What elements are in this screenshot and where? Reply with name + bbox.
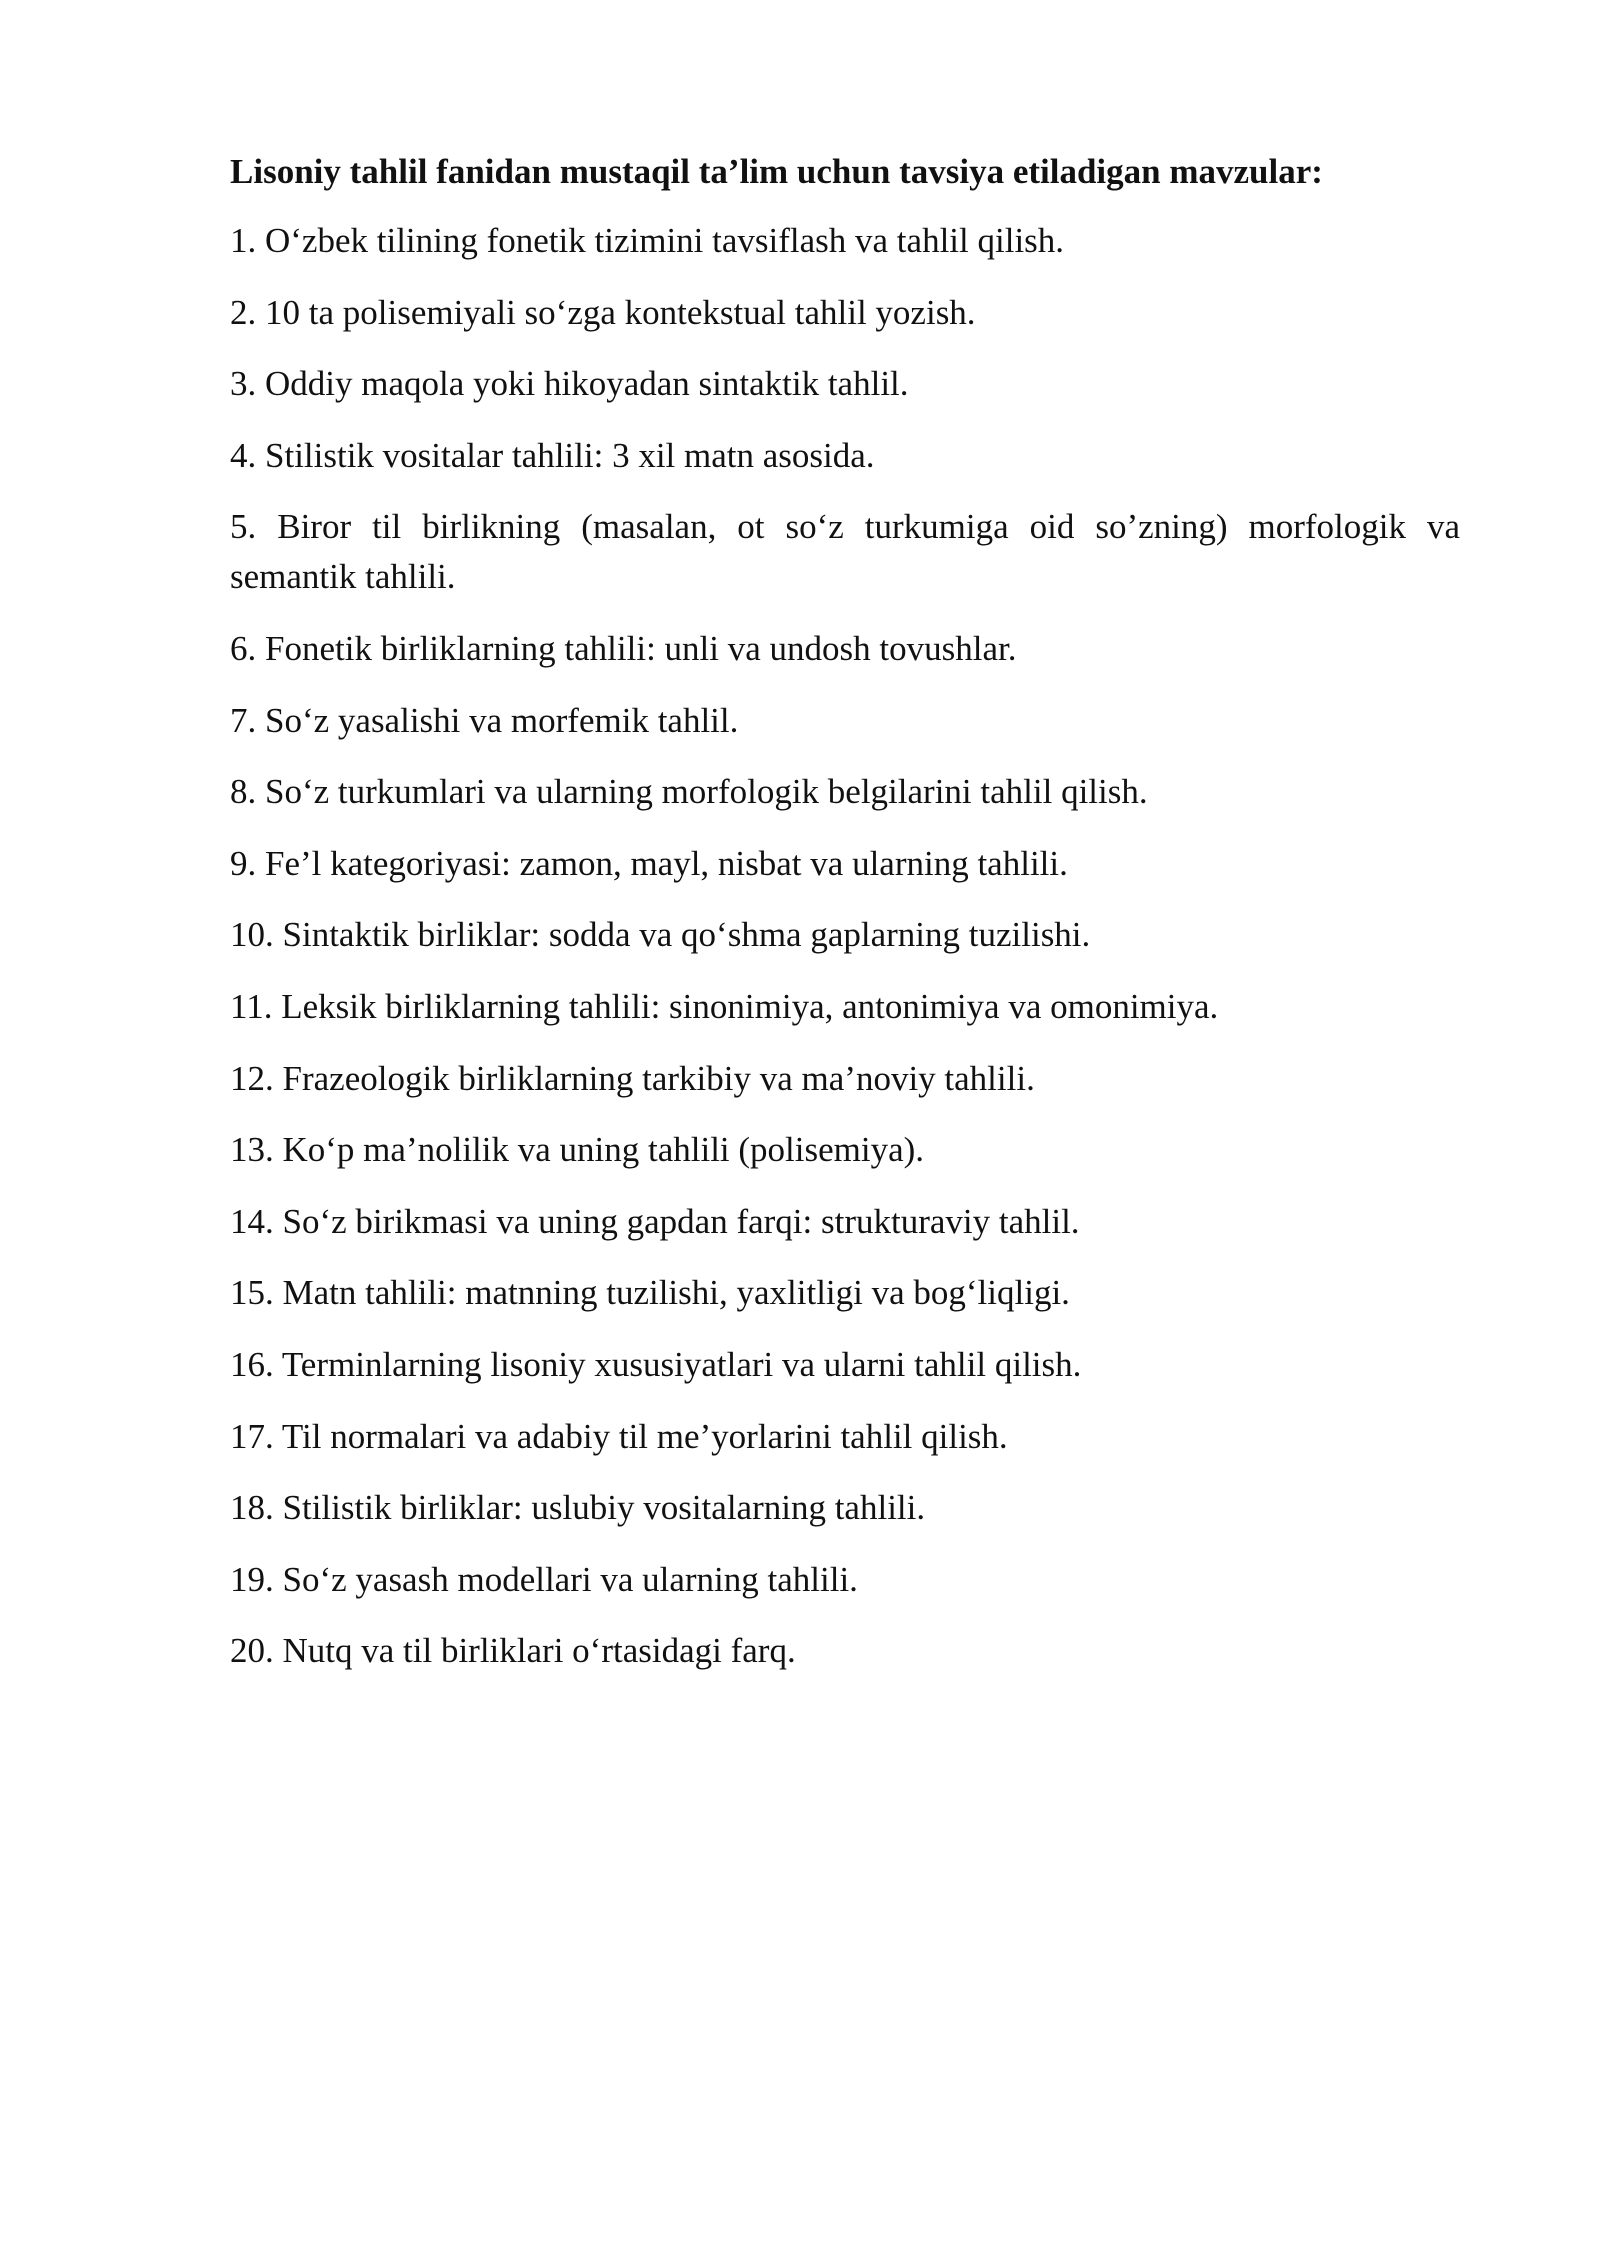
topic-item: 6. Fonetik birliklarning tahlili: unli va undosh tovushlar. bbox=[230, 628, 1017, 668]
topic-item: 2. 10 ta polisemiyali so‘zga kontekstual tahlil yozish. bbox=[230, 292, 976, 332]
topic-item: 14. So‘z birikmasi va uning gapdan farqi: strukturaviy tahlil. bbox=[230, 1201, 1080, 1241]
topic-item: 9. Fe’l kategoriyasi: zamon, mayl, nisbat va ularning tahlili. bbox=[230, 843, 1068, 883]
topic-item: 15. Matn tahlili: matnning tuzilishi, yaxlitligi va bog‘liqligi. bbox=[230, 1273, 1070, 1313]
document-page bbox=[230, 150, 1460, 1698]
topic-item: 7. So‘z yasalishi va morfemik tahlil. bbox=[230, 700, 739, 740]
topic-item: 20. Nutq va til birliklari o‘rtasidagi farq. bbox=[230, 1631, 796, 1671]
topic-list bbox=[230, 216, 1460, 1676]
topic-item: 16. Terminlarning lisoniy xususiyatlari va ularni tahlil qilish. bbox=[230, 1344, 1082, 1384]
topic-item: 19. So‘z yasash modellari va ularning tahlili. bbox=[230, 1559, 858, 1599]
topic-item: 17. Til normalari va adabiy til me’yorlarini tahlil qilish. bbox=[230, 1416, 1008, 1456]
topic-item: 18. Stilistik birliklar: uslubiy vositalarning tahlili. bbox=[230, 1488, 926, 1528]
topic-item: 4. Stilistik vositalar tahlili: 3 xil matn asosida. bbox=[230, 435, 875, 475]
topic-item: 3. Oddiy maqola yoki hikoyadan sintaktik tahlil. bbox=[230, 364, 909, 404]
document-title: Lisoniy tahlil fanidan mustaqil ta’lim uchun tavsiya etiladigan mavzular: bbox=[230, 152, 1323, 191]
topic-item: 12. Frazeologik birliklarning tarkibiy va ma’noviy tahlili. bbox=[230, 1058, 1035, 1098]
topic-item: 5. Biror til birlikning (masalan, ot so‘z turkumiga oid so’zning) morfologik va semantik tahlili. bbox=[230, 507, 1460, 597]
topic-item: 1. O‘zbek tilining fonetik tizimini tavsiflash va tahlil qilish. bbox=[230, 221, 1065, 260]
topic-item: 13. Ko‘p ma’nolilik va uning tahlili (polisemiya). bbox=[230, 1130, 925, 1170]
topic-item: 8. So‘z turkumlari va ularning morfologik belgilarini tahlil qilish. bbox=[230, 772, 1148, 812]
topic-item: 10. Sintaktik birliklar: sodda va qo‘shma gaplarning tuzilishi. bbox=[230, 915, 1091, 955]
topic-item: 11. Leksik birliklarning tahlili: sinonimiya, antonimiya va omonimiya. bbox=[230, 986, 1219, 1026]
